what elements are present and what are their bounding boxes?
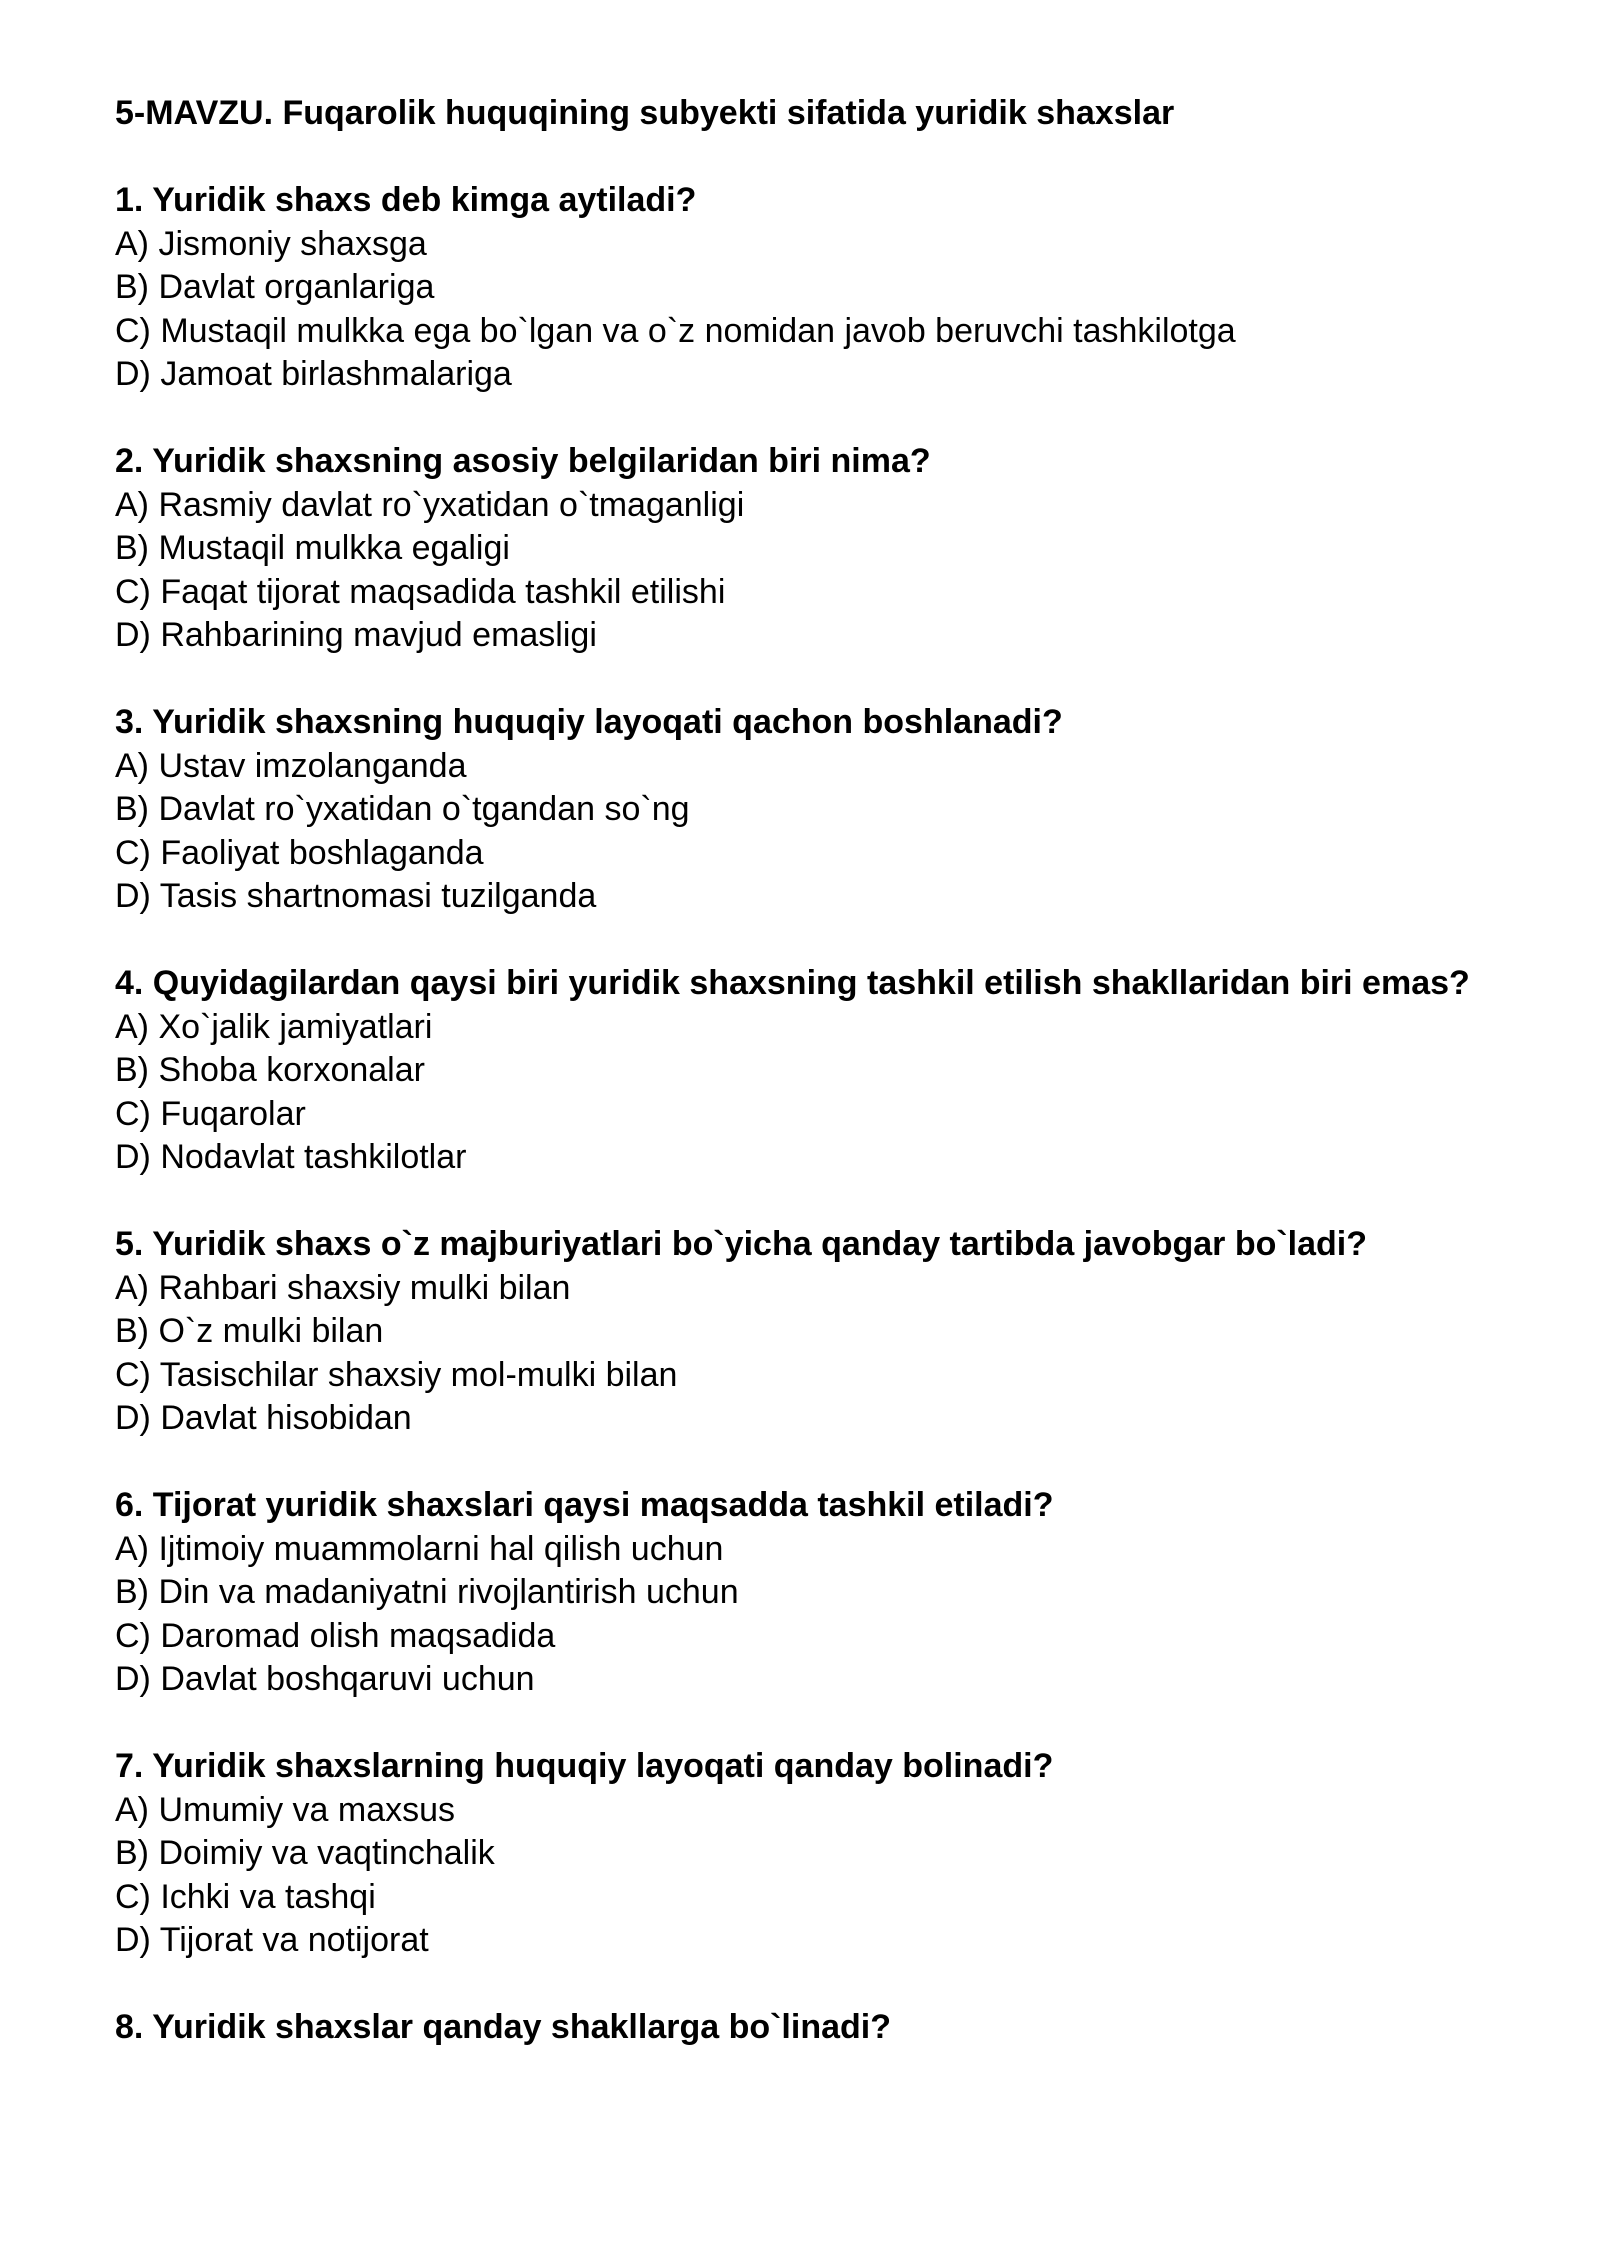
- answer-option-a: A) Ijtimoiy muammolarni hal qilish uchun: [115, 1529, 724, 1568]
- question-text: 3. Yuridik shaxsning huquqiy layoqati qachon boshlanadi?: [115, 703, 1063, 741]
- answer-option-b: B) O`z mulki bilan: [115, 1312, 384, 1350]
- answer-option-c: C) Mustaqil mulkka ega bo`lgan va o`z nomidan javob beruvchi tashkilotga: [115, 311, 1236, 350]
- answer-option-d: D) Davlat boshqaruvi uchun: [115, 1660, 535, 1698]
- question-7: [115, 1745, 1490, 1963]
- answer-option-a: A) Rahbari shaxsiy mulki bilan: [115, 1268, 571, 1307]
- answer-option-c: C) Faqat tijorat maqsadida tashkil etilishi: [115, 572, 726, 611]
- question-text: 2. Yuridik shaxsning asosiy belgilaridan biri nima?: [115, 442, 931, 480]
- answer-option-c: C) Ichki va tashqi: [115, 1877, 376, 1916]
- answer-option-b: B) Mustaqil mulkka egaligi: [115, 529, 510, 567]
- question-2: [115, 440, 1490, 658]
- answer-option-d: D) Davlat hisobidan: [115, 1399, 412, 1437]
- answer-option-a: A) Xo`jalik jamiyatlari: [115, 1007, 433, 1046]
- answer-option-d: D) Jamoat birlashmalariga: [115, 355, 512, 393]
- answer-option-c: C) Daromad olish maqsadida: [115, 1616, 556, 1655]
- answer-option-d: D) Rahbarining mavjud emasligi: [115, 616, 597, 654]
- question-text: 7. Yuridik shaxslarning huquqiy layoqati qanday bolinadi?: [115, 1747, 1054, 1785]
- question-text: 5. Yuridik shaxs o`z majburiyatlari bo`yicha qanday tartibda javobgar bo`ladi?: [115, 1225, 1368, 1263]
- answer-option-a: A) Jismoniy shaxsga: [115, 224, 427, 263]
- question-text: 4. Quyidagilardan qaysi biri yuridik shaxsning tashkil etilish shakllaridan biri emas?: [115, 964, 1470, 1002]
- answer-option-c: C) Tasischilar shaxsiy mol-mulki bilan: [115, 1355, 678, 1394]
- question-8: [115, 2006, 1490, 2050]
- answer-option-c: C) Faoliyat boshlaganda: [115, 833, 484, 872]
- page-title: 5-MAVZU. Fuqarolik huquqining subyekti sifatida yuridik shaxslar: [115, 94, 1175, 132]
- answer-option-d: D) Nodavlat tashkilotlar: [115, 1138, 467, 1176]
- answer-option-b: B) Doimiy va vaqtinchalik: [115, 1834, 495, 1872]
- question-3: [115, 701, 1490, 919]
- answer-option-b: B) Din va madaniyatni rivojlantirish uchun: [115, 1573, 739, 1611]
- answer-option-d: D) Tijorat va notijorat: [115, 1921, 429, 1959]
- question-text: 6. Tijorat yuridik shaxslari qaysi maqsadda tashkil etiladi?: [115, 1486, 1054, 1524]
- question-5: [115, 1223, 1490, 1441]
- answer-option-b: B) Davlat ro`yxatidan o`tgandan so`ng: [115, 790, 690, 828]
- answer-option-a: A) Rasmiy davlat ro`yxatidan o`tmaganligi: [115, 485, 745, 524]
- question-text: 1. Yuridik shaxs deb kimga aytiladi?: [115, 181, 697, 219]
- question-4: [115, 962, 1490, 1180]
- question-text: 8. Yuridik shaxslar qanday shakllarga bo`linadi?: [115, 2008, 891, 2046]
- answer-option-b: B) Shoba korxonalar: [115, 1051, 425, 1089]
- answer-option-a: A) Umumiy va maxsus: [115, 1790, 456, 1829]
- answer-option-a: A) Ustav imzolanganda: [115, 746, 467, 785]
- answer-option-d: D) Tasis shartnomasi tuzilganda: [115, 877, 597, 915]
- question-6: [115, 1484, 1490, 1702]
- answer-option-b: B) Davlat organlariga: [115, 268, 435, 306]
- question-1: [115, 179, 1490, 397]
- answer-option-c: C) Fuqarolar: [115, 1094, 306, 1133]
